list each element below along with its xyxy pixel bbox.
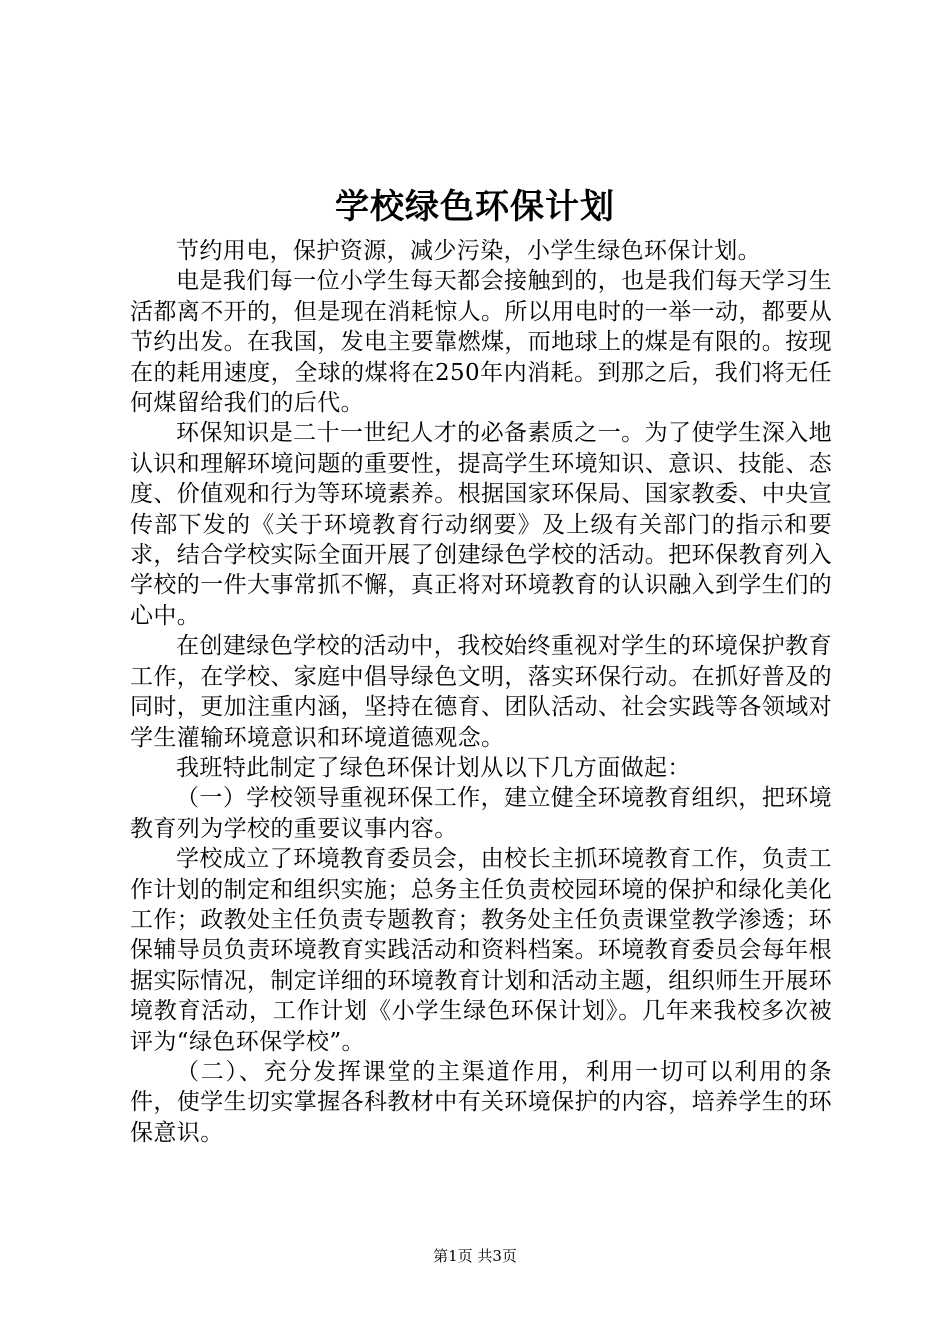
page-number-footer: 第1页 共3页 — [433, 1247, 517, 1265]
paragraph-committee: 学校成立了环境教育委员会，由校长主抓环境教育工作，负责工作计划的制定和组织实施；总务主任负责校园环境的保护和绿化美化工作；政教处主任负责专题教育；教务处主任负责课堂教学渗透；环保辅导员负责环境教育实践活动和资料档案。环境教育委员会每年根据实际情况，制定详细的环境教育计划和活动主题，组织师生开展环境教育活动，工作计划《小学生绿色环保计划》。几年来我校多次被评为“绿色环保学校”。 — [130, 846, 832, 1055]
document-title: 学校绿色环保计划 — [335, 187, 615, 227]
paragraph-section-one: （一）学校领导重视环保工作，建立健全环境教育组织，把环境教育列为学校的重要议事内容。 — [130, 785, 832, 842]
paragraph-intro: 节约用电，保护资源，减少污染，小学生绿色环保计划。 — [176, 238, 761, 264]
paragraph-section-two: （二）、充分发挥课堂的主渠道作用，利用一切可以利用的条件，使学生切实掌握各科教材中有关环境保护的内容，培养学生的环保意识。 — [130, 1058, 832, 1146]
paragraph-green-school: 在创建绿色学校的活动中，我校始终重视对学生的环境保护教育工作，在学校、家庭中倡导绿色文明，落实环保行动。在抓好普及的同时，更加注重内涵，坚持在德育、团队活动、社会实践等各领域对学生灌输环境意识和环境道德观念。 — [130, 633, 832, 751]
paragraph-class-plan: 我班特此制定了绿色环保计划从以下几方面做起： — [176, 754, 691, 781]
paragraph-electricity: 电是我们每一位小学生每天都会接触到的，也是我们每天学习生活都离不开的，但是现在消耗惊人。所以用电时的一举一动，都要从节约出发。在我国，发电主要靠燃煤，而地球上的煤是有限的。按现在的耗用速度，全球的煤将在250年内消耗。到那之后，我们将无任何煤留给我们的后代。 — [130, 268, 832, 417]
paragraph-env-knowledge: 环保知识是二十一世纪人才的必备素质之一。为了使学生深入地认识和理解环境问题的重要性，提高学生环境知识、意识、技能、态度、价值观和行为等环境素养。根据国家环保局、国家教委、中央宣传部下发的《关于环境教育行动纲要》及上级有关部门的指示和要求，结合学校实际全面开展了创建绿色学校的活动。把环保教育列入学校的一件大事常抓不懈，真正将对环境教育的认识融入到学生们的心中。 — [130, 420, 832, 629]
document-body — [130, 236, 832, 1148]
